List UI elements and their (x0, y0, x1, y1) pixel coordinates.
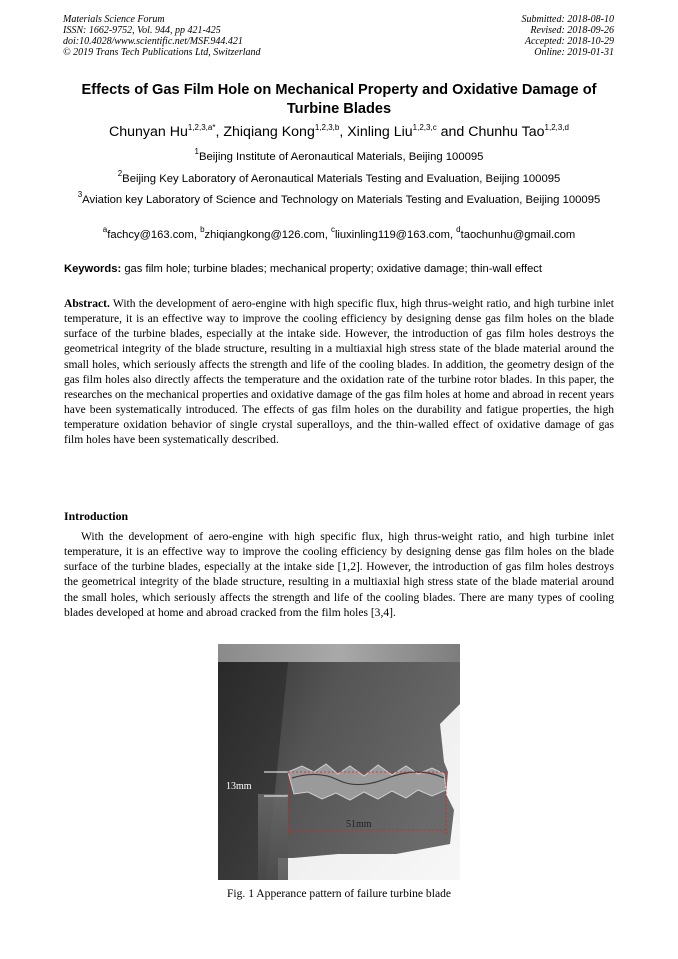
affiliation-number: 1 (194, 147, 199, 156)
email-separator: , (193, 229, 201, 241)
affiliation (64, 147, 614, 164)
paper-title: Effects of Gas Film Hole on Mechanical Property and Oxidative Damage of Turbine Blades (81, 82, 597, 117)
doi: doi:10.4028/www.scientific.net/MSF.944.421 (63, 36, 243, 47)
email-separator: , (449, 229, 457, 241)
abstract-label: Abstract. (64, 298, 110, 310)
abstract-text: With the development of aero-engine with high specific flux, high thrus-weight ratio, and high turbine inlet temperature, it is an effective way to improve the cooling efficiency by designing dense gas film holes on the blade surface of the turbine blades, especially at the intake side. However, the introduction of gas film holes destroys the geometrical integrity of the blade structure, resulting in a multiaxial high stress state of the blade material around the small holes, which seriously affects the strength and life of the cooling blades. In addition, the geometry design of the gas film holes also directly affects the temperature and the oxidation rate of the turbine rotor blades. In this paper, the researches on the mechanical properties and oxidative damage of the gas film holes at home and abroad in recent years have been systematically introduced. The effects of gas film holes on the durability and fatigue properties, the high temperature oxidation behavior of single crystal superalloys, and the thin-walled effect of oxidative damage of gas film holes have been systematically described. (64, 298, 614, 447)
email-list (50, 225, 628, 241)
online-date: Online: 2019-01-31 (534, 47, 614, 58)
author-affiliation-marker: 1,2,3,a* (187, 123, 216, 132)
email-marker: a (102, 225, 108, 234)
affiliation-text: Beijing Institute of Aeronautical Materials, Beijing 100095 (198, 151, 484, 163)
accepted-date: Accepted: 2018-10-29 (524, 36, 614, 47)
email-separator: , (324, 229, 331, 241)
introduction-heading: Introduction (64, 509, 129, 523)
keywords (64, 263, 542, 275)
author-separator: , (215, 124, 224, 140)
label-13mm: 13mm (226, 781, 252, 792)
email-address: taochunhu@gmail.com (460, 229, 576, 241)
figure-caption: Fig. 1 Apperance pattern of failure turbine blade (226, 887, 452, 900)
affiliation-text: Aviation key Laboratory of Science and Technology on Materials Testing and Evaluation, Beijing 100095 (82, 194, 601, 206)
affiliation (64, 190, 614, 207)
submitted-date: Submitted: 2018-08-10 (521, 14, 614, 25)
introduction-paragraph: With the development of aero-engine with high specific flux, high thrus-weight ratio, and high turbine inlet temperature, it is an effective way to improve the cooling efficiency by designing dense gas film holes on the blade surface of the turbine blades, especially at the intake side [1,2]. However, the introduction of gas film holes destroys the geometrical integrity of the blade structure, resulting in a multiaxial high stress state of the blade material around the small holes, which seriously affects the strength and life of the cooling blades. There are many types of cooling blades developed at home and abroad cracked from the film holes [3,4]. (64, 531, 614, 619)
blade-tip-lower (258, 794, 288, 880)
author-name: Zhiqiang Kong (223, 124, 315, 140)
header-right (522, 14, 615, 58)
keywords-label: Keywords: (64, 263, 122, 275)
email-address: fachcy@163.com (107, 229, 194, 241)
author-affiliation-marker: 1,2,3,b (314, 123, 340, 132)
author-name: Chunyan Hu (109, 124, 188, 140)
turbine-blade-photo (218, 644, 460, 880)
author-separator: , (339, 124, 348, 140)
author-affiliation-marker: 1,2,3,c (412, 123, 437, 132)
turbine-blade-figure (218, 644, 460, 880)
copyright: © 2019 Trans Tech Publications Ltd, Switzerland (63, 47, 261, 58)
email-marker: d (456, 225, 461, 234)
label-51mm: 51mm (346, 819, 372, 830)
affiliation-number: 2 (117, 169, 123, 178)
issn: ISSN: 1662-9752, Vol. 944, pp 421-425 (63, 25, 221, 36)
blade-platform (218, 644, 460, 662)
abstract (64, 297, 614, 449)
author-affiliation-marker: 1,2,3,d (544, 123, 569, 132)
author-name: Chunhu Tao (468, 124, 545, 140)
header-left (63, 14, 261, 58)
email-address: liuxinling119@163.com (334, 229, 450, 241)
keywords-text: gas film hole; turbine blades; mechanical property; oxidative damage; thin-wall effect (124, 263, 542, 275)
journal-name: Materials Science Forum (63, 14, 165, 25)
affiliation-number: 3 (77, 190, 83, 199)
affiliation-text: Beijing Key Laboratory of Aeronautical Materials Testing and Evaluation, Beijing 100095 (122, 173, 561, 185)
revised-date: Revised: 2018-09-26 (530, 25, 614, 36)
author-name: Xinling Liu (347, 124, 413, 140)
email-address: zhiqiangkong@126.com (204, 229, 325, 241)
email-marker: b (200, 225, 205, 234)
author-list (40, 123, 638, 141)
affiliation (64, 169, 614, 186)
author-separator: and (436, 124, 469, 140)
email-marker: c (330, 225, 335, 234)
